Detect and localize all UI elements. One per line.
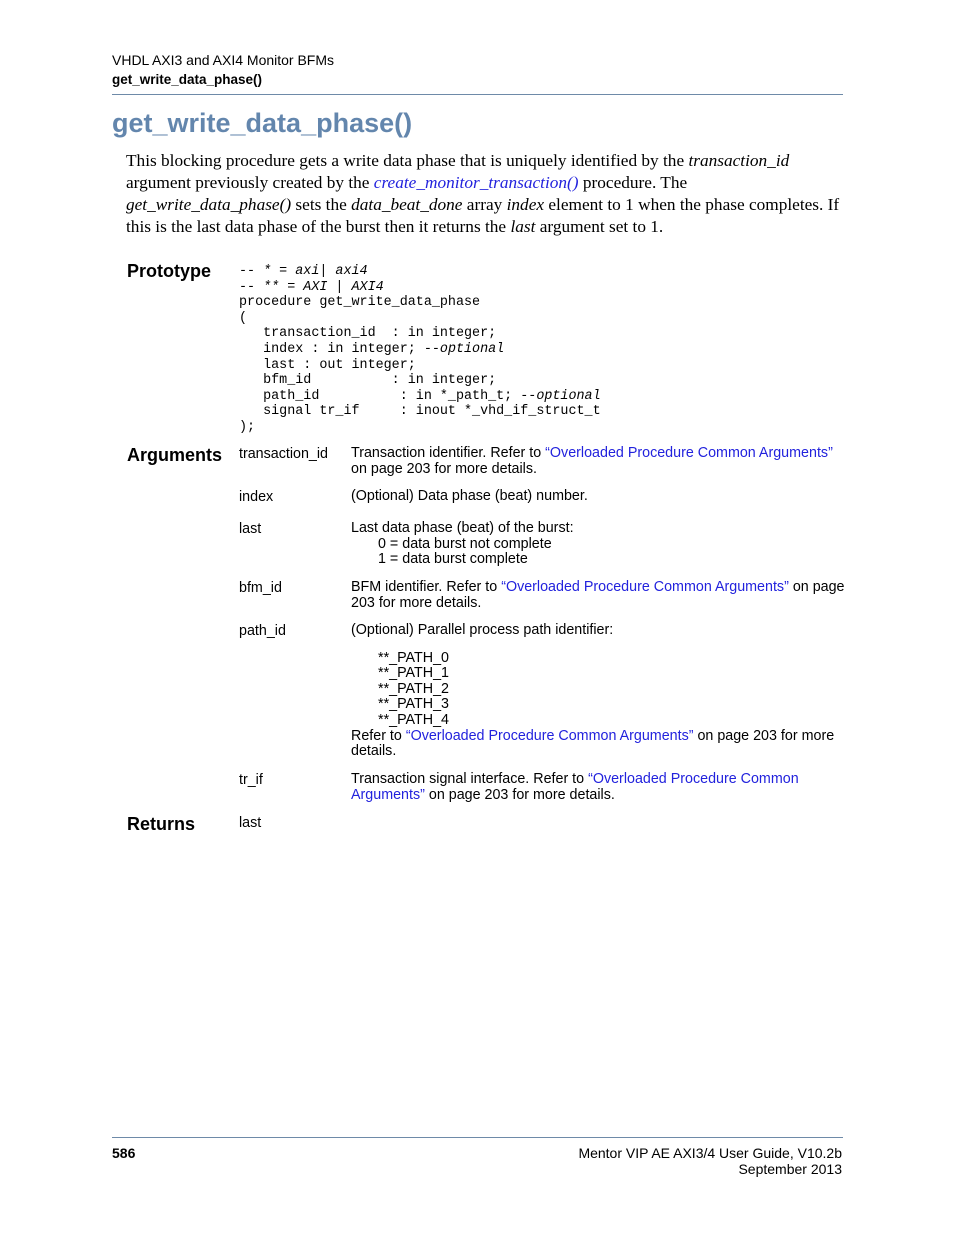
arg-desc-index: (Optional) Data phase (beat) number. [351, 488, 588, 504]
page-title: get_write_data_phase() [112, 108, 413, 138]
overloaded-args-link[interactable]: “Overloaded Procedure Common Arguments” [351, 771, 799, 803]
arg-name-bfm-id: bfm_id [239, 580, 282, 596]
footer-guide-title: Mentor VIP AE AXI3/4 User Guide, V10.2b [578, 1145, 842, 1161]
path-option: **_PATH_3 [378, 696, 449, 713]
intro-paragraph: This blocking procedure gets a write data phase that is uniquely identified by the transaction_id argument previously created by the create_monitor_transaction() procedure. The get_write_data_phase() sets the data_beat_done array index element to 1 when the phase completes. If this is the last data phase of the burst then it returns the last argument set to 1. [126, 151, 840, 236]
overloaded-args-link[interactable]: “Overloaded Procedure Common Arguments” [405, 727, 694, 744]
arg-desc-tr-if: Transaction signal interface. Refer to “Overloaded Procedure Common Arguments” on page 203 for more details. [351, 771, 799, 803]
returns-label: Returns [127, 814, 196, 834]
prototype-label: Prototype [127, 261, 212, 281]
footer-rule [112, 1137, 843, 1138]
arg-name-transaction-id: transaction_id [239, 446, 329, 462]
running-header-section: get_write_data_phase() [112, 72, 263, 87]
path-option: **_PATH_0 [378, 649, 449, 666]
arg-desc-last: Last data phase (beat) of the burst: 0 = data burst not complete 1 = data burst complete [351, 521, 846, 568]
header-rule [112, 94, 843, 95]
last-option-0: 0 = data burst not complete [378, 535, 552, 552]
arg-name-path-id: path_id [239, 623, 286, 639]
arg-desc-path-id: (Optional) Parallel process path identifier: **_PATH_0 **_PATH_1 **_PATH_2 **_PATH_3 **_PATH_4 Refer to “Overloaded Procedure Common Arguments” on page 203 for more details. [351, 623, 846, 760]
overloaded-args-link[interactable]: “Overloaded Procedure Common Arguments” [545, 445, 833, 461]
path-option: **_PATH_2 [378, 680, 449, 697]
running-header-title: VHDL AXI3 and AXI4 Monitor BFMs [112, 52, 335, 68]
path-option: **_PATH_1 [378, 665, 449, 682]
returns-value: last [239, 815, 262, 831]
last-option-1: 1 = data burst complete [378, 551, 528, 568]
arg-desc-bfm-id: BFM identifier. Refer to “Overloaded Procedure Common Arguments” on page 203 for more details. [351, 579, 845, 611]
arg-name-index: index [239, 489, 274, 505]
create-monitor-transaction-link[interactable]: create_monitor_transaction() [373, 173, 579, 192]
page-number: 586 [112, 1145, 136, 1161]
footer-date: September 2013 [738, 1161, 842, 1177]
arg-name-last: last [239, 521, 262, 537]
arguments-label: Arguments [127, 445, 223, 465]
overloaded-args-link[interactable]: “Overloaded Procedure Common Arguments” [501, 579, 789, 595]
arg-name-tr-if: tr_if [239, 772, 263, 788]
footer-info [578, 1145, 842, 1177]
arg-desc-transaction-id: Transaction identifier. Refer to “Overloaded Procedure Common Arguments” on page 203 for more details. [351, 445, 833, 477]
prototype-code: -- * = axi| axi4 -- ** = AXI | AXI4 procedure get_write_data_phase ( transaction_id : in integer; index : in integer; --optional last : out integer; bfm_id : in integer; path_id : in *_path_t; --optional signal tr_if : inout *_vhd_if_struct_t ); [239, 264, 601, 435]
path-option: **_PATH_4 [378, 711, 449, 728]
